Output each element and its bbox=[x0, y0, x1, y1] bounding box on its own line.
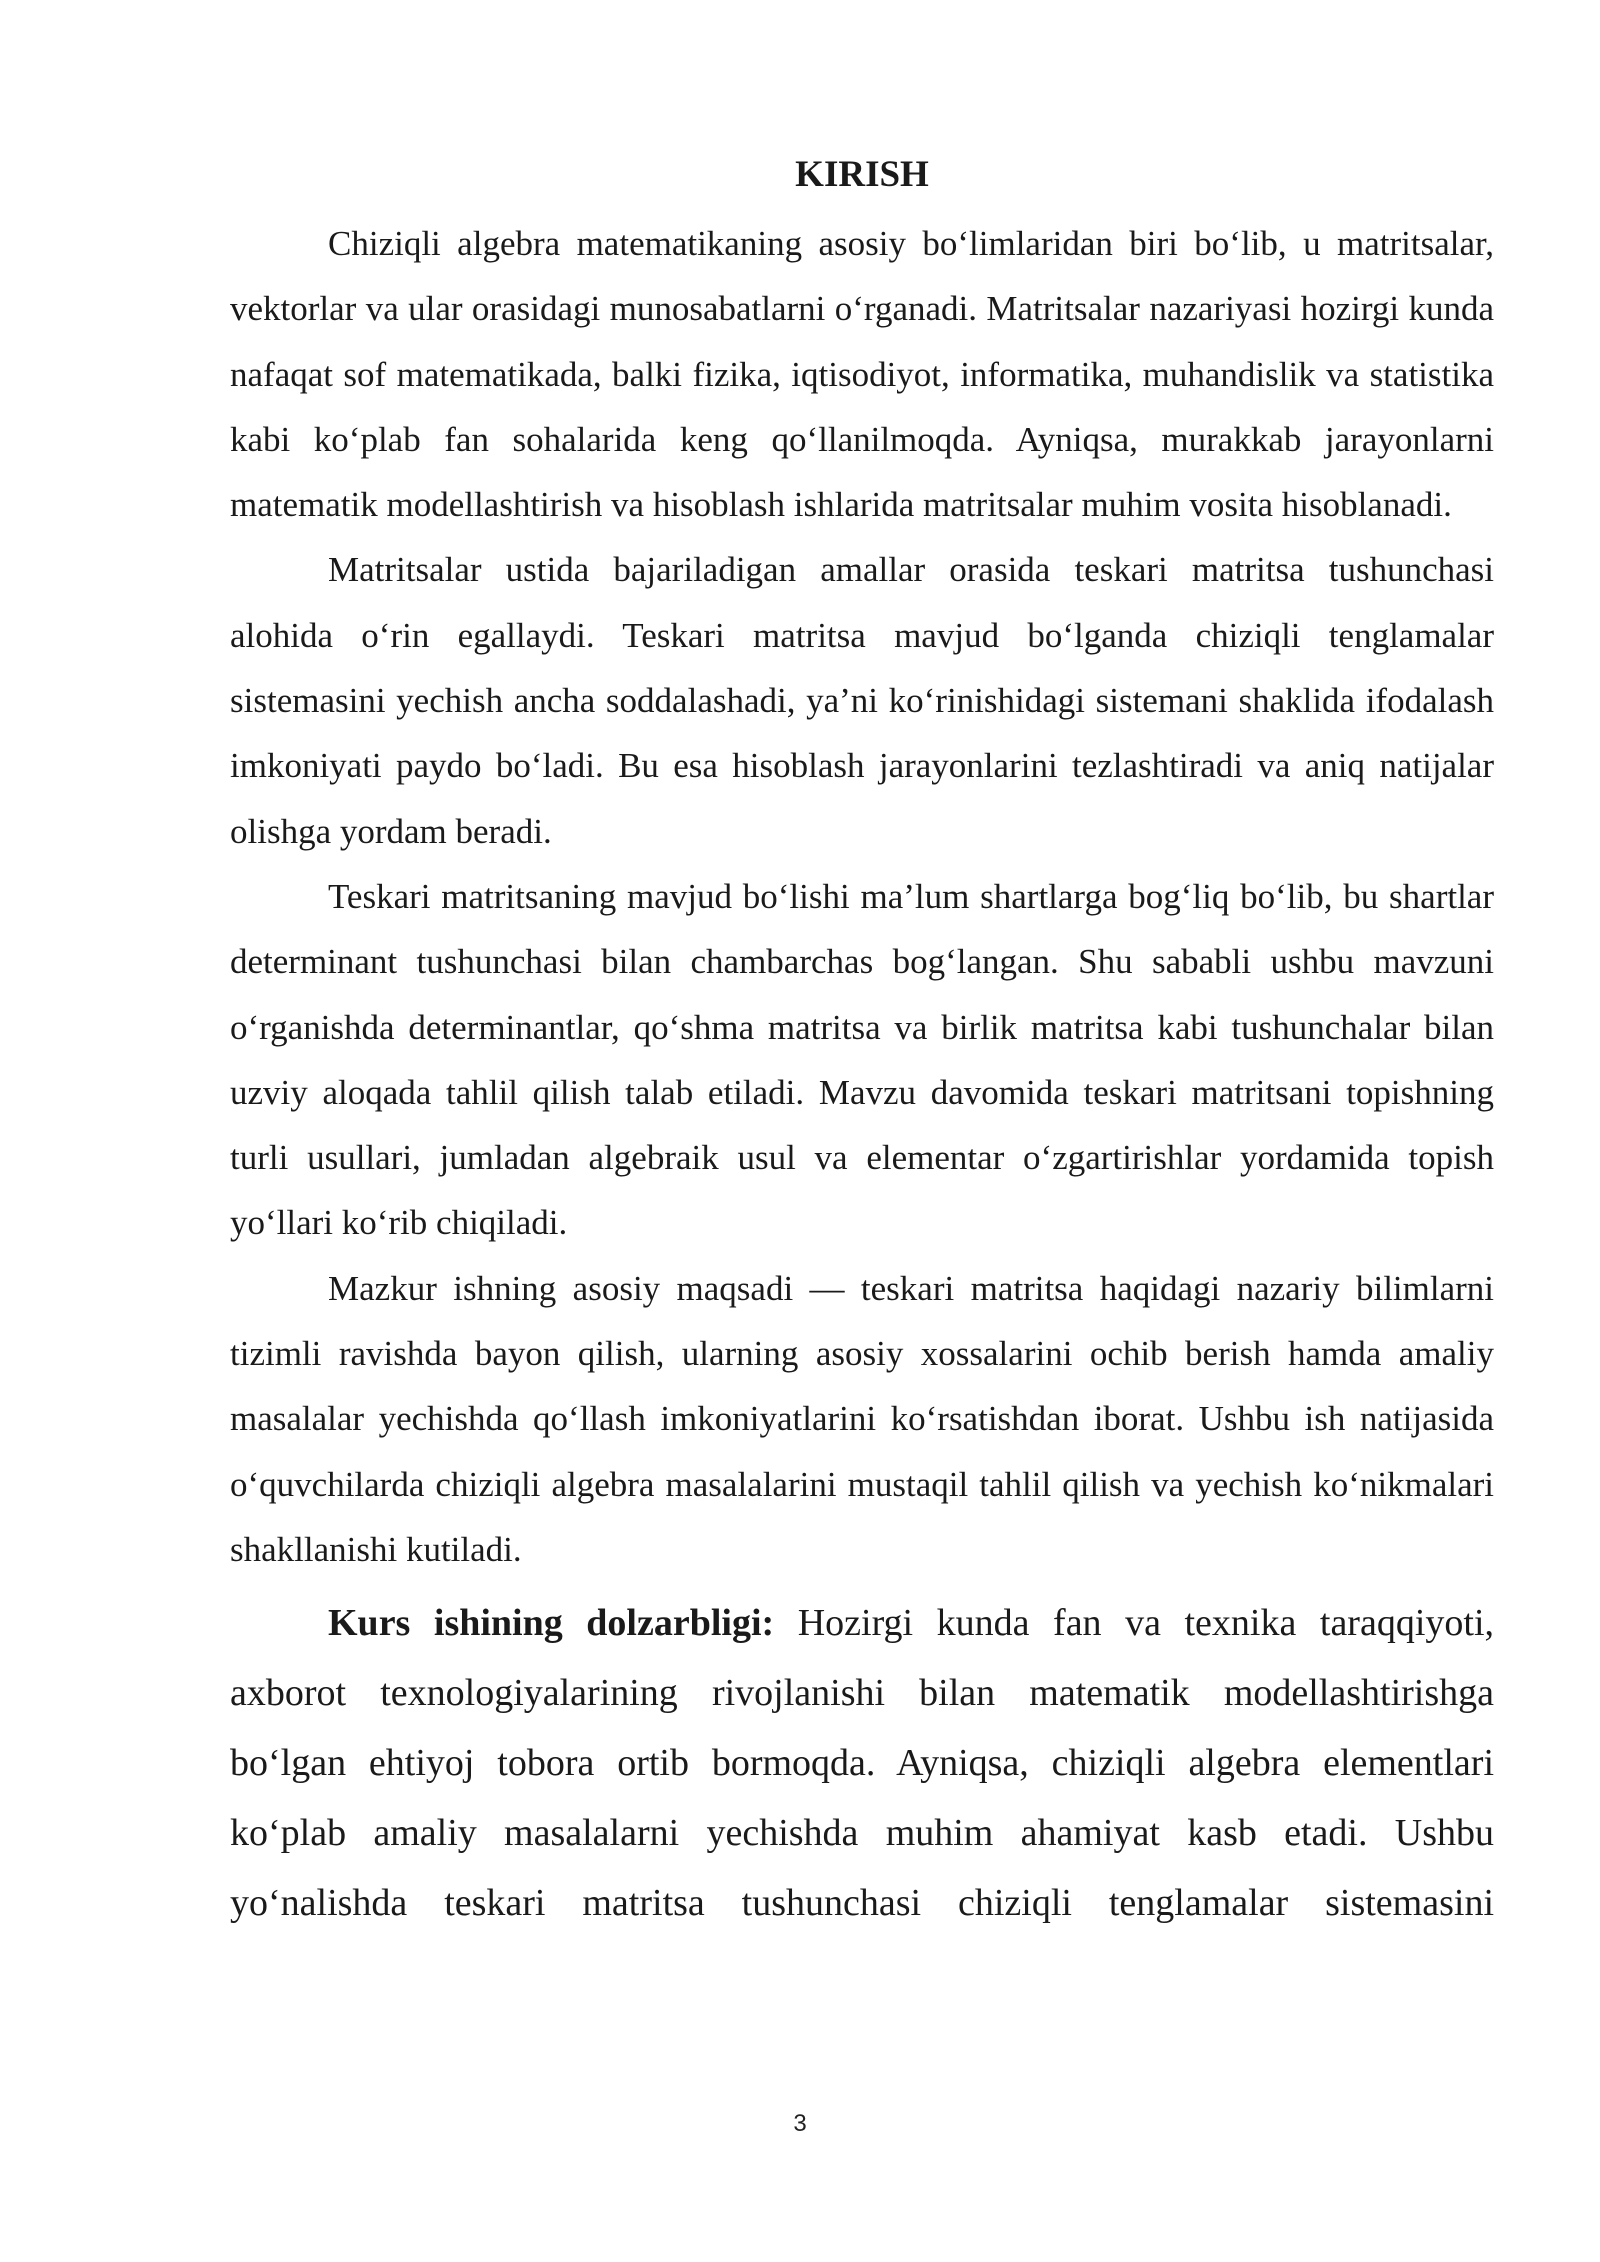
relevance-lead: Kurs ishining dolzarbligi: bbox=[328, 1602, 775, 1645]
relevance-text: Hozirgi kunda fan va texnika taraqqiyoti, axborot texnologiyalarining rivojlanishi bilan matematik modellashtirishga bo‘lgan ehtiyoj tobora ortib bormoqda. Ayniqsa, chiziqli algebra elementlari ko‘plab amaliy masalalarni yechishda muhim ahamiyat kasb etadi. Ushbu yo‘nalishda teskari matritsa tushunchasi chiziqli tenglamalar sistemasini bbox=[230, 1602, 1495, 1925]
paragraph-2: Matritsalar ustida bajariladigan amallar orasida teskari matritsa tushunchasi alohida o‘rin egallaydi. Teskari matritsa mavjud bo‘lganda chiziqli tenglamalar sistemasini yechish ancha soddalashadi, ya’ni ko‘rinishidagi sistemani shaklida ifodalash imkoniyati paydo bo‘ladi. Bu esa hisoblash jarayonlarini tezlashtiradi va aniq natijalar olishga yordam beradi. bbox=[230, 550, 1494, 851]
relevance-paragraph bbox=[230, 1588, 1494, 1938]
paragraph-3: Teskari matritsaning mavjud bo‘lishi ma’lum shartlarga bog‘liq bo‘lib, bu shartlar determinant tushunchasi bilan chambarchas bog‘langan. Shu sababli ushbu mavzuni o‘rganishda determinantlar, qo‘shma matritsa va birlik matritsa kabi tushunchalar bilan uzviy aloqada tahlil qilish talab etiladi. Mavzu davomida teskari matritsani topishning turli usullari, jumladan algebraik usul va elementar o‘zgartirishlar yordamida topish yo‘llari ko‘rib chiqiladi. bbox=[230, 876, 1494, 1243]
page-content bbox=[230, 145, 1494, 1938]
page-number: 3 bbox=[793, 2110, 807, 2137]
section-heading: KIRISH bbox=[795, 154, 929, 195]
paragraph-1: Chiziqli algebra matematikaning asosiy bo‘limlaridan biri bo‘lib, u matritsalar, vektorlar va ular orasidagi munosabatlarni o‘rganadi. Matritsalar nazariyasi hozirgi kunda nafaqat sof matematikada, balki fizika, iqtisodiyot, informatika, muhandislik va statistika kabi ko‘plab fan sohalarida keng qo‘llanilmoqda. Ayniqsa, murakkab jarayonlarni matematik modellashtirish va hisoblash ishlarida matritsalar muhim vosita hisoblanadi. bbox=[230, 224, 1494, 525]
paragraph-4: Mazkur ishning asosiy maqsadi — teskari matritsa haqidagi nazariy bilimlarni tizimli ravishda bayon qilish, ularning asosiy xossalarini ochib berish hamda amaliy masalalar yechishda qo‘llash imkoniyatlarini ko‘rsatishdan iborat. Ushbu ish natijasida o‘quvchilarda chiziqli algebra masalalarini mustaqil tahlil qilish va yechish ko‘nikmalari shakllanishi kutiladi. bbox=[230, 1268, 1494, 1569]
